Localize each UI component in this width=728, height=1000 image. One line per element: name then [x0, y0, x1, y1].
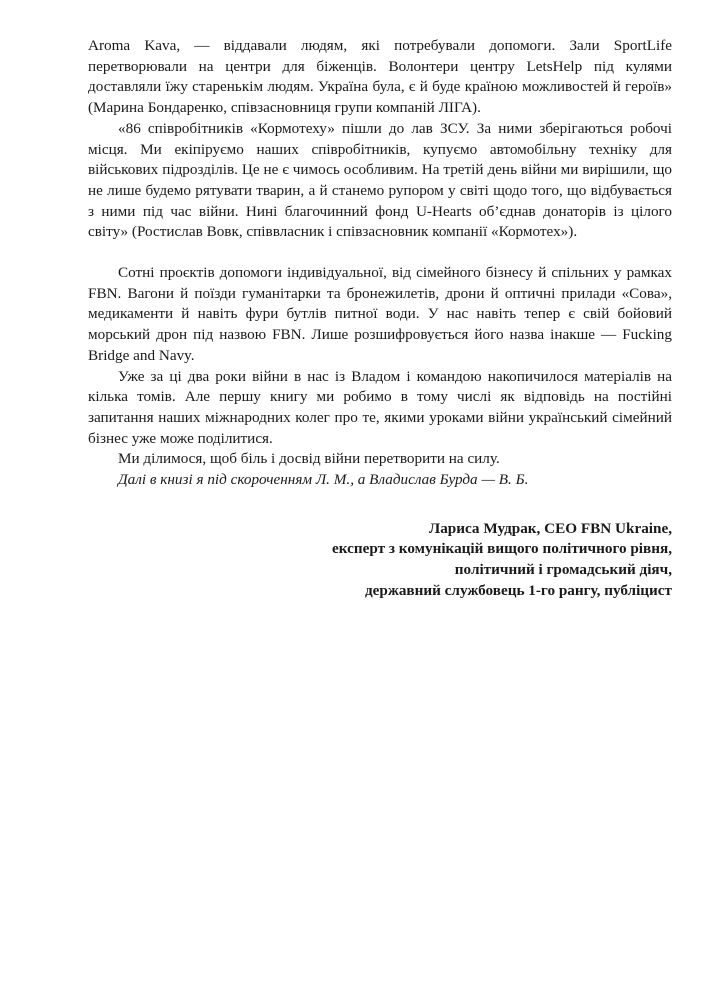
signature-role-line: державний службовець 1-го рангу, публіцист	[364, 581, 672, 599]
paragraph-first-book: Уже за ці два роки війни в нас із Владом і командою накопичилося матеріалів на кілька томів. Але першу книгу ми робимо в тому числі як відповідь на постійні запитання наших міжнародних колег про те, якими уроками війни український сімейний бізнес уже може поділитися.	[88, 367, 672, 447]
paragraph-continuation: Aroma Kava, — віддавали людям, які потребували допомоги. Зали SportLife перетворювали на центри для біженців. Волонтери центру LetsHelp під кулями доставляли їжу старенькім людям. Україна була, є й буде країною можливостей й героїв» (Марина Бондаренко, співзасновниця групи компаній ЛІГА).	[88, 37, 672, 117]
page-body	[88, 36, 672, 602]
author-signature	[88, 519, 672, 602]
paragraph-sharing: Ми ділимося, щоб біль і досвід війни перетворити на силу.	[118, 450, 500, 468]
paragraph-kormotech-quote: «86 співробітників «Кормотеху» пішли до лав ЗСУ. За ними зберігаються робочі місця. Ми екіпіруємо наших співробітників, купуємо автомобільну техніку для військових підрозділів. Це не є чимось особливим. На третій день війни ми вирішили, що не лише будемо рятувати тварин, а й станемо рупором у світі щодо того, що відбувається з ними під час війни. Нині благочинний фонд U-Hearts об’єднав донаторів із цілого світу» (Ростислав Вовк, співвласник і співзасновник компанії «Кормотех»).	[88, 119, 672, 241]
paragraph-abbreviation-note: Далі в книзі я під скороченням Л. М., а Владислав Бурда — В. Б.	[118, 471, 529, 489]
paragraph-gap	[88, 243, 672, 263]
signature-name-line: Лариса Мудрак, CEO FBN Ukraine,	[428, 519, 672, 537]
signature-role-line: політичний і громадський діяч,	[454, 561, 672, 579]
paragraph-fbn-projects: Сотні проєктів допомоги індивідуальної, від сімейного бізнесу й спільних у рамках FBN. Вагони й поїзди гуманітарки та бронежилетів, дрони й оптичні прилади «Сова», медикаменти й навіть фури бутлів питної води. У нас навіть тепер є свій бойовий морський дрон під назвою FBN. Лише розшифровується його назва інакше — Fucking Bridge and Navy.	[88, 264, 672, 364]
signature-role-line: експерт з комунікацій вищого політичного рівня,	[332, 540, 672, 558]
